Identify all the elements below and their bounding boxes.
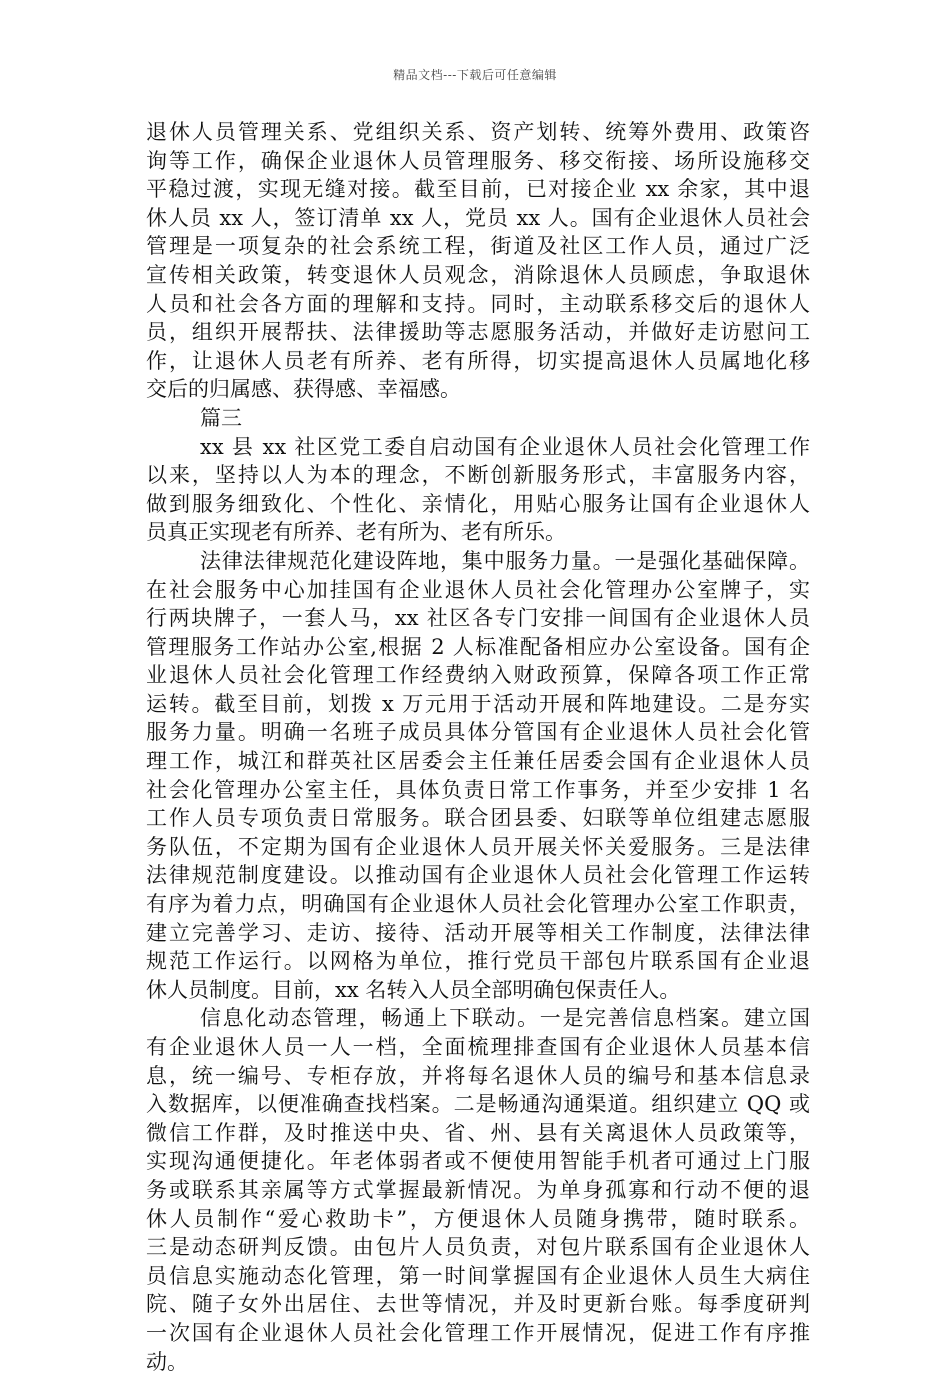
text-line: 交后的归属感、获得感、幸福感。 bbox=[146, 377, 461, 402]
text-line: 法律规范制度建设。以推动国有企业退休人员社会化管理工作运转 bbox=[146, 863, 810, 888]
text-line: xx 县 xx 社区党工委自启动国有企业退休人员社会化管理工作 bbox=[200, 434, 810, 459]
text-line: 规范工作运行。以网格为单位，推行党员干部包片联系国有企业退 bbox=[146, 949, 810, 974]
text-line: 员真正实现老有所养、老有所为、老有所乐。 bbox=[146, 520, 566, 545]
text-line: 员信息实施动态化管理，第一时间掌握国有企业退休人员生大病住 bbox=[146, 1263, 810, 1288]
text-line: 有企业退休人员一人一档，全面梳理排查国有企业退休人员基本信 bbox=[146, 1035, 810, 1059]
text-line: 休人员制度。目前，xx 名转入人员全部明确包保责任人。 bbox=[146, 977, 681, 1002]
text-line: 务队伍，不定期为国有企业退休人员开展关怀关爱服务。三是法律 bbox=[146, 834, 810, 859]
text-line: 人员和社会各方面的理解和支持。同时，主动联系移交后的退休人 bbox=[146, 291, 810, 316]
text-line: 法律法律规范化建设阵地，集中服务力量。一是强化基础保障。 bbox=[200, 548, 810, 573]
text-line: 实现沟通便捷化。年老体弱者或不便使用智能手机者可通过上门服 bbox=[146, 1149, 810, 1174]
text-line: 业退休人员社会化管理工作经费纳入财政预算，保障各项工作正常 bbox=[146, 663, 810, 688]
text-line: 三是动态研判反馈。由包片人员负责，对包片联系国有企业退休人 bbox=[146, 1235, 810, 1260]
text-line: 休人员制作“爱心救助卡”，方便退休人员随身携带，随时联系。 bbox=[146, 1206, 810, 1231]
text-line: 询等工作，确保企业退休人员管理服务、移交衔接、场所设施移交 bbox=[146, 148, 810, 173]
document-body bbox=[146, 118, 810, 1376]
text-line: 信息化动态管理，畅通上下联动。一是完善信息档案。建立国 bbox=[200, 1006, 810, 1031]
text-line: 院、随子女外出居住、去世等情况，并及时更新台账。每季度研判 bbox=[146, 1292, 810, 1317]
text-line: 运转。截至目前，划拨 x 万元用于活动开展和阵地建设。二是夯实 bbox=[146, 691, 810, 716]
text-line: 有序为着力点，明确国有企业退休人员社会化管理办公室工作职责， bbox=[146, 892, 810, 917]
text-line: 息，统一编号、专柜存放，并将每名退休人员的编号和基本信息录 bbox=[146, 1063, 810, 1088]
page-header: 精品文档---下载后可任意编辑 bbox=[393, 68, 557, 82]
text-line: 做到服务细致化、个性化、亲情化，用贴心服务让国有企业退休人 bbox=[146, 491, 810, 516]
text-line: 微信工作群，及时推送中央、省、州、县有关离退休人员政策等， bbox=[146, 1120, 810, 1145]
text-line: 管理服务工作站办公室,根据 2 人标准配备相应办公室设备。国有企 bbox=[146, 634, 810, 659]
text-line: 动。 bbox=[146, 1349, 188, 1374]
text-line: 务或联系其亲属等方式掌握最新情况。为单身孤寡和行动不便的退 bbox=[146, 1177, 810, 1202]
text-line: 建立完善学习、走访、接待、活动开展等相关工作制度，法律法律 bbox=[146, 920, 810, 945]
text-line: 管理是一项复杂的社会系统工程，街道及社区工作人员，通过广泛 bbox=[146, 234, 810, 259]
text-line: 休人员 xx 人，签订清单 xx 人，党员 xx 人。国有企业退休人员社会 bbox=[146, 205, 810, 230]
section-heading: 篇三 bbox=[200, 405, 242, 430]
text-line: 员，组织开展帮扶、法律援助等志愿服务活动，并做好走访慰问工 bbox=[146, 320, 810, 345]
text-line: 在社会服务中心加挂国有企业退休人员社会化管理办公室牌子，实 bbox=[146, 577, 810, 602]
text-line: 平稳过渡，实现无缝对接。截至目前，已对接企业 xx 余家，其中退 bbox=[146, 177, 810, 202]
text-line: 行两块牌子，一套人马，xx 社区各专门安排一间国有企业退休人员 bbox=[146, 606, 810, 631]
text-line: 作，让退休人员老有所养、老有所得，切实提高退休人员属地化移 bbox=[146, 348, 810, 373]
text-line: 工作人员专项负责日常服务。联合团县委、妇联等单位组建志愿服 bbox=[146, 806, 810, 831]
text-line: 理工作，城江和群英社区居委会主任兼任居委会国有企业退休人员 bbox=[146, 749, 810, 774]
text-line: 宣传相关政策，转变退休人员观念，消除退休人员顾虑，争取退休 bbox=[146, 262, 810, 287]
text-line: 以来，坚持以人为本的理念，不断创新服务形式，丰富服务内容， bbox=[146, 463, 810, 488]
text-line: 服务力量。明确一名班子成员具体分管国有企业退休人员社会化管 bbox=[146, 720, 810, 745]
text-line: 入数据库，以便准确查找档案。二是畅通沟通渠道。组织建立 QQ 或 bbox=[146, 1092, 810, 1117]
text-line: 社会化管理办公室主任，具体负责日常工作事务，并至少安排 1 名 bbox=[146, 777, 810, 802]
text-line: 退休人员管理关系、党组织关系、资产划转、统筹外费用、政策咨 bbox=[146, 120, 810, 144]
text-line: 一次国有企业退休人员社会化管理工作开展情况，促进工作有序推 bbox=[146, 1320, 810, 1345]
